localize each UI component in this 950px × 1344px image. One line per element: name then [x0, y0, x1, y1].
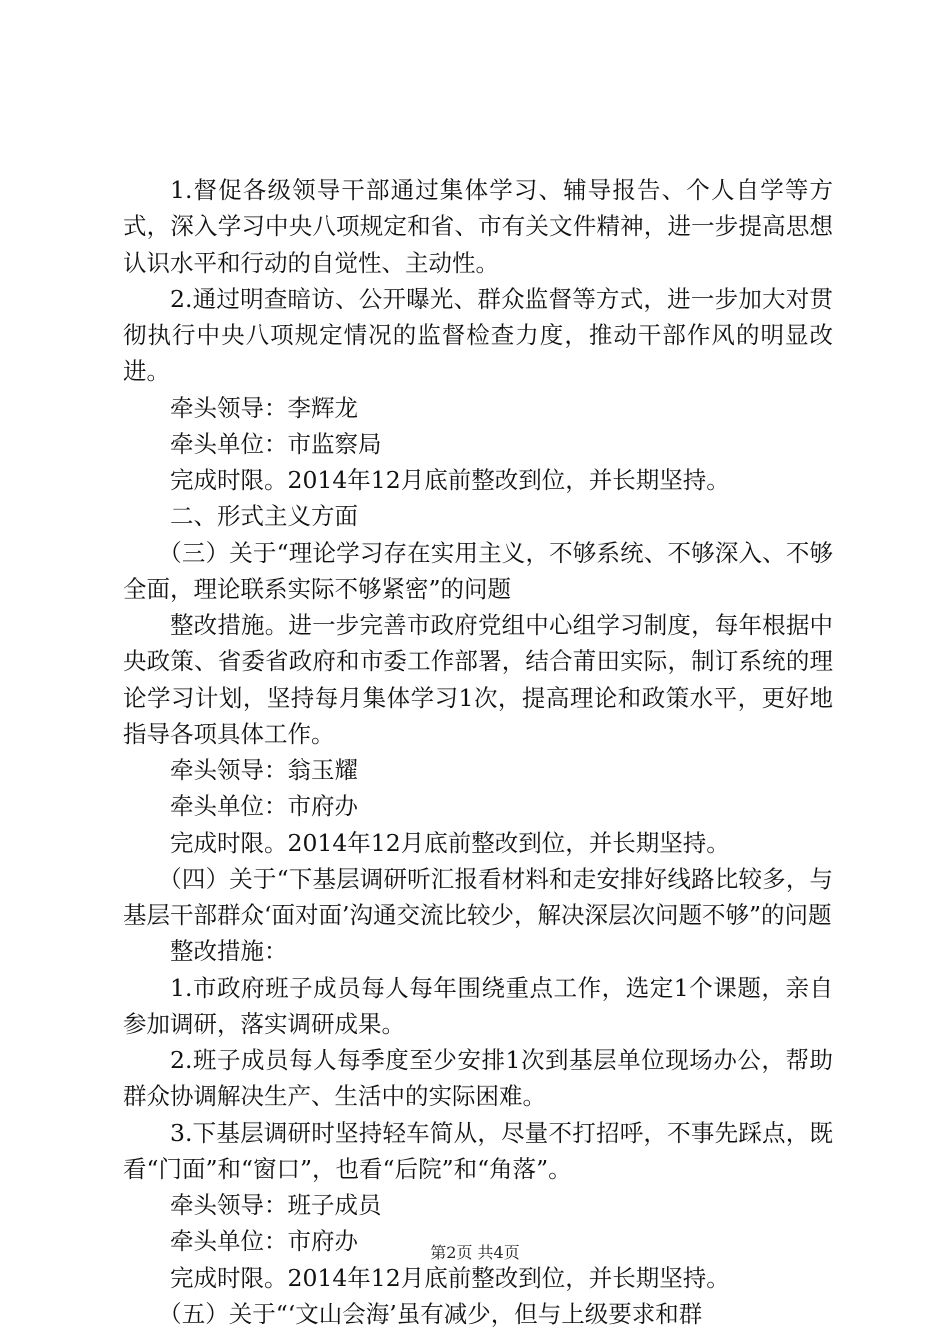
paragraph-lead-unit: 牵头单位：市监察局 — [170, 429, 382, 458]
paragraph-deadline: 完成时限。2014年12月底前整改到位，并长期坚持。 — [170, 828, 730, 857]
paragraph-lead-official: 牵头领导：李辉龙 — [170, 393, 358, 422]
paragraph-rectification-label: 整改措施： — [170, 937, 288, 966]
issue-heading-4: （四）关于“下基层调研听汇报看材料和走安排好线路比较多，与基层干部群众‘面对面’沟通交流比较少，解决深层次问题不够”的问题 — [123, 864, 833, 929]
paragraph-measure-3: 3.下基层调研时坚持轻车简从，尽量不打招呼，不事先踩点，既看“门面”和“窗口”，也看“后院”和“角落”。 — [123, 1118, 833, 1183]
paragraph-measure-2: 2.班子成员每人每季度至少安排1次到基层单位现场办公，帮助群众协调解决生产、生活中的实际困难。 — [123, 1046, 833, 1111]
page-number-footer: 第2页 共4页 — [430, 1243, 520, 1262]
paragraph-deadline: 完成时限。2014年12月底前整改到位，并长期坚持。 — [170, 1263, 730, 1292]
paragraph-measure-1: 1.督促各级领导干部通过集体学习、辅导报告、个人自学等方式，深入学习中央八项规定和省、市有关文件精神，进一步提高思想认识水平和行动的自觉性、主动性。 — [123, 176, 833, 277]
paragraph-lead-official: 牵头领导：班子成员 — [170, 1191, 382, 1219]
issue-heading-5: （五）关于“‘文山会海’虽有减少，但与上级要求和群 — [158, 1299, 703, 1328]
document-body — [123, 172, 833, 1332]
issue-heading-3: （三）关于“理论学习存在实用主义，不够系统、不够深入、不够全面，理论联系实际不够紧密”的问题 — [123, 538, 833, 603]
paragraph-lead-unit: 牵头单位：市府办 — [170, 1227, 358, 1256]
paragraph-measure-2: 2.通过明查暗访、公开曝光、群众监督等方式，进一步加大对贯彻执行中央八项规定情况的监督检查力度，推动干部作风的明显改进。 — [123, 284, 833, 386]
paragraph-lead-unit: 牵头单位：市府办 — [170, 792, 358, 821]
section-heading-formalism: 二、形式主义方面 — [170, 502, 358, 531]
paragraph-rectification-3: 整改措施。进一步完善市政府党组中心组学习制度，每年根据中央政策、省委省政府和市委工作部署，结合莆田实际，制订系统的理论学习计划，坚持每月集体学习1次，提高理论和政策水平，更好地指导各项具体工作。 — [123, 611, 833, 748]
paragraph-deadline: 完成时限。2014年12月底前整改到位，并长期坚持。 — [170, 466, 730, 494]
paragraph-measure-1: 1.市政府班子成员每人每年围绕重点工作，选定1个课题，亲自参加调研，落实调研成果。 — [123, 973, 833, 1038]
paragraph-lead-official: 牵头领导：翁玉耀 — [170, 756, 358, 784]
